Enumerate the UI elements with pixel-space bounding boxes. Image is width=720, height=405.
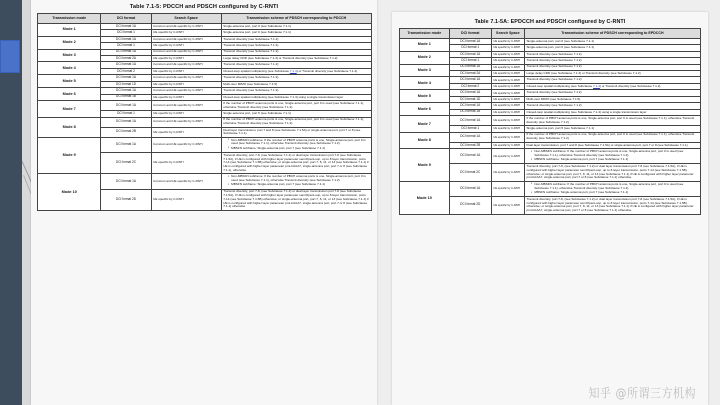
transmission-scheme-cell: Transmit diversity (see Subclause 7.1.2) — [221, 36, 371, 42]
transmission-scheme-cell: Single-antenna port, port 5 (see Subclause 7.1.1) — [524, 126, 700, 132]
transmission-scheme-cell — [524, 149, 700, 164]
dci-format-cell: DCI format 1A — [101, 49, 151, 55]
column-header-0: Transmission mode — [400, 29, 450, 39]
dci-format-cell: DCI format 1A — [449, 103, 491, 109]
dci-format-cell: DCI format 1A — [101, 101, 151, 111]
column-header-3: Transmission scheme of PDSCH corresponding to EPDCCH — [524, 29, 700, 39]
search-space-cell: UE specific by C-RNTI — [491, 181, 524, 196]
scheme-bullet-list — [531, 150, 698, 162]
search-space-cell: UE specific by C-RNTI — [151, 111, 221, 117]
transmission-scheme-cell — [524, 181, 700, 196]
search-space-cell: UE specific by C-RNTI — [151, 30, 221, 36]
dci-format-cell: DCI format 1A — [101, 88, 151, 94]
dci-format-cell: DCI format 2D — [449, 197, 491, 215]
transmission-scheme-cell: Transmit diversity, port 7-8, (see Subclause 7.1.2) or dual layer transmission port 7-8 (see Subclause 7.1.5A), if UE is configured with higher layer parameter semiOpenLoop, up to 8 layer transmission, ports 7-14 (see Subclause 7.1.5B) otherwise; or single-antenna port, port 7, 8, 11, or 13 (see Subclause 7.1.1) if UE is configured with higher layer parameter pmi-bizAA7, single-antenna port, port 7 or 8 (see Subclause 7.1.1) otherwise — [524, 197, 700, 215]
transmission-scheme-cell: Transmit diversity (see Subclause 7.1.2) — [524, 51, 700, 57]
search-space-cell: Common and UE specific by C-RNTI — [151, 36, 221, 42]
transmission-scheme-cell: Closed-loop spatial multiplexing (see Subclause 7.1.4) or Transmit diversity (see Subclause 7.1.2) — [524, 83, 700, 89]
dci-format-cell: DCI format 1B — [449, 109, 491, 115]
table-container-pdcch — [31, 13, 377, 211]
transmission-scheme-cell: Transmit diversity (see Subclause 7.1.2) — [524, 58, 700, 64]
transmission-scheme-cell: Multi-user MIMO (see Subclause 7.1.5) — [221, 81, 371, 87]
transmission-mode-cell: Mode 3 — [38, 49, 101, 62]
scheme-bullet-item: ▪ Non-MBSFN subframe: If the number of PBCH antenna ports is one, Single-antenna port, port 0 is used (see Subclause 7.1.1), otherwise Transmit diversity (see Subclause 7.1.2) — [531, 150, 698, 158]
transmission-mode-cell: Mode 7 — [400, 116, 450, 133]
search-space-cell: UE specific by C-RNTI — [491, 64, 524, 70]
dci-format-cell: DCI format 1 — [101, 111, 151, 117]
table-body — [38, 23, 372, 210]
transmission-mode-cell: Mode 6 — [38, 88, 101, 101]
dci-format-cell: DCI format 1A — [101, 62, 151, 68]
dci-format-cell: DCI format 2B — [449, 142, 491, 148]
transmission-scheme-cell: Single-antenna port, port 0 (see Subclause 7.1.1) — [221, 23, 371, 29]
scheme-bullet-item: ▪ MBSFN subframe: Single-antenna port, port 7 (see Subclause 7.1.1) — [228, 183, 370, 187]
dci-format-cell: DCI format 1A — [449, 132, 491, 142]
transmission-scheme-cell: Transmit diversity (see Subclause 7.1.2) — [221, 43, 371, 49]
search-space-cell: UE specific by C-RNTI — [491, 103, 524, 109]
transmission-scheme-cell: Single-antenna port, port 0 (see Subclause 7.1.1) — [221, 30, 371, 36]
search-space-cell: UE specific by C-RNTI — [151, 56, 221, 62]
transmission-scheme-cell: Transmit diversity, port 7-8, (see Subclause 7.1.2) or dual layer transmission port 7-8 (see Subclause 7.1.5A), if UE is configured with higher layer parameter semiOpenLoop, up to 8 layer transmission, ports 7-14 (see Subclause 7.1.5B) otherwise; or single-antenna port, port 7, 8, 11, or 13 (see Subclause 7.1.1) if UE is configured with higher layer parameter pmi-bizAA7, single-antenna port, port 7 or 8 (see Subclause 7.1.1) otherwise — [221, 189, 371, 210]
dci-format-cell: DCI format 1A — [101, 117, 151, 127]
transmission-mode-cell: Mode 5 — [38, 75, 101, 88]
subclause-link[interactable]: 7.1.4 — [593, 83, 600, 88]
transmission-scheme-cell: Transmit diversity (see Subclause 7.1.2) — [221, 88, 371, 94]
dci-format-cell: DCI format 1A — [449, 181, 491, 196]
transmission-mode-cell: Mode 3 — [400, 64, 450, 77]
dci-format-cell: DCI format 1 — [449, 58, 491, 64]
scheme-bullet-item: ▪ Non-MBSFN subframe: If the number of PBCH antenna ports is one, Single-antenna port, port 0 is used (see Subclause 7.1.1), otherwise Transmit diversity (see Subclause 7.1.2) — [228, 175, 370, 183]
table-row — [38, 117, 372, 127]
transmission-mode-cell: Mode 4 — [400, 77, 450, 90]
transmission-scheme-cell: Dual layer transmission, port 7 and 8 (see Subclause 7.1.5A) or single-antenna port, port 7 or 8 (see Subclause 7.1.1) — [524, 142, 700, 148]
search-space-cell: Common and UE specific by C-RNTI — [151, 101, 221, 111]
transmission-scheme-cell: Single-antenna port, port 5 (see Subclause 7.1.1) — [221, 111, 371, 117]
column-header-3: Transmission scheme of PDSCH corresponding to PDCCH — [221, 14, 371, 24]
search-space-cell: UE specific by C-RNTI — [491, 132, 524, 142]
dci-format-cell: DCI format 1A — [449, 149, 491, 164]
transmission-scheme-cell: Closed-loop spatial multiplexing (see Subclause 7.1.4) or Transmit diversity (see Subclause 7.1.2) — [221, 68, 371, 74]
transmission-scheme-cell — [221, 174, 371, 189]
transmission-scheme-cell: Transmit diversity (see Subclause 7.1.2) — [221, 49, 371, 55]
dci-format-cell: DCI format 2 — [101, 68, 151, 74]
search-space-cell: UE specific by C-RNTI — [151, 153, 221, 174]
search-space-cell: UE specific by C-RNTI — [151, 68, 221, 74]
scheme-bullet-list — [228, 139, 370, 151]
search-space-cell: Common and UE specific by C-RNTI — [151, 174, 221, 189]
transmission-scheme-cell: If the number of PBCH antenna ports is one, Single-antenna port, port 0 is used (see Subclause 7.1.1), otherwise Transmit diversity (see Subclause 7.1.2) — [221, 117, 371, 127]
transmission-mode-cell: Mode 6 — [400, 103, 450, 116]
transmission-scheme-cell: Transmit diversity, port 7-8, (see Subclause 7.1.2) or dual layer transmission port 7-8 (see Subclause 7.1.5A), if UE is configured with higher layer parameter semiOpenLoop, up to 8 layer transmission, ports 7-14 (see Subclause 7.1.5B) otherwise; or single-antenna port, port 7, 8, 11, or 13 (see Subclause 7.1.1) if UE is configured with higher layer parameter pmi-bizAA7, single-antenna port, port 7 or 8 (see Subclause 7.1.1), otherwise — [221, 153, 371, 174]
scheme-bullet-list — [228, 175, 370, 187]
transmission-scheme-cell: Transmit diversity (see Subclause 7.1.2) — [524, 77, 700, 83]
table-row — [400, 116, 701, 126]
search-space-cell: Common and UE specific by C-RNTI — [151, 49, 221, 55]
dci-format-cell: DCI format 1D — [449, 96, 491, 102]
dci-format-cell: DCI format 1A — [449, 38, 491, 44]
document-page-right — [392, 12, 708, 405]
table-row — [400, 181, 701, 196]
watermark: 知乎 @所谓三方机构 — [588, 386, 696, 402]
search-space-cell: UE specific by C-RNTI — [151, 189, 221, 210]
search-space-cell: UE specific by C-RNTI — [491, 126, 524, 132]
pdcch-pdsch-table — [37, 13, 372, 211]
column-header-0: Transmission mode — [38, 14, 101, 24]
table-row — [38, 174, 372, 189]
dci-format-cell: DCI format 1A — [101, 23, 151, 29]
dci-format-cell: DCI format 1A — [101, 174, 151, 189]
dci-format-cell: DCI format 1 — [449, 45, 491, 51]
search-space-cell: UE specific by C-RNTI — [491, 58, 524, 64]
dci-format-cell: DCI format 2C — [449, 164, 491, 182]
search-space-cell: UE specific by C-RNTI — [491, 164, 524, 182]
transmission-scheme-cell: If the number of PBCH antenna ports is one, Single-antenna port, port 0 is used (see Subclause 7.1.1), otherwise Transmit diversity (see Subclause 7.1.2) — [524, 116, 700, 126]
transmission-mode-cell: Mode 9 — [400, 149, 450, 182]
search-space-cell: UE specific by C-RNTI — [491, 96, 524, 102]
transmission-scheme-cell: Large delay CDD (see Subclause 7.1.3) or Transmit diversity (see Subclause 7.1.2) — [221, 56, 371, 62]
scheme-bullet-item: ▪ MBSFN subframe: Single-antenna port, port 7 (see Subclause 7.1.1) — [531, 191, 698, 195]
table-title-epdcch: Table 7.1-5A: EPDCCH and PDSCH configured by C-RNTI — [474, 19, 626, 25]
table-row — [400, 132, 701, 142]
transmission-scheme-cell: Single-antenna port, port 0 (see Subclause 7.1.1) — [524, 45, 700, 51]
search-space-cell: UE specific by C-RNTI — [491, 71, 524, 77]
transmission-scheme-cell: Dual layer transmission, port 7 and 8 (see Subclause 7.1.5A) or single-antenna port, port 7 or 8 (see Subclause 7.1.1) — [221, 127, 371, 137]
blue-accent-block[interactable] — [0, 40, 20, 73]
search-space-cell: UE specific by C-RNTI — [151, 127, 221, 137]
transmission-mode-cell: Mode 1 — [400, 38, 450, 51]
dci-format-cell: DCI format 2C — [101, 153, 151, 174]
column-header-1: DCI format — [101, 14, 151, 24]
transmission-mode-cell: Mode 1 — [38, 23, 101, 36]
transmission-mode-cell: Mode 4 — [38, 62, 101, 75]
table-body — [400, 38, 701, 214]
dci-format-cell: DCI format 2D — [101, 189, 151, 210]
search-space-cell: UE specific by C-RNTI — [151, 81, 221, 87]
dci-format-cell: DCI format 1 — [101, 30, 151, 36]
search-space-cell: UE specific by C-RNTI — [491, 142, 524, 148]
search-space-cell: Common and UE specific by C-RNTI — [151, 23, 221, 29]
search-space-cell: Common and UE specific by C-RNTI — [151, 117, 221, 127]
dci-format-cell: DCI format 1A — [449, 51, 491, 57]
transmission-mode-cell: Mode 8 — [38, 117, 101, 137]
dci-format-cell: DCI format 1A — [449, 77, 491, 83]
search-space-cell: UE specific by C-RNTI — [151, 94, 221, 100]
document-page-left — [31, 0, 377, 405]
transmission-mode-cell: Mode 10 — [400, 181, 450, 214]
transmission-mode-cell: Mode 10 — [38, 174, 101, 211]
table-title-pdcch: Table 7.1-5: PDCCH and PDSCH configured by C-RNTI — [129, 4, 279, 10]
transmission-scheme-cell: Closed-loop spatial multiplexing (see Subclause 7.1.4) using a single transmission layer — [524, 109, 700, 115]
transmission-scheme-cell: Transmit diversity (see Subclause 7.1.2) — [524, 103, 700, 109]
transmission-scheme-cell: Single-antenna port, port 0 (see Subclause 7.1.1) — [524, 38, 700, 44]
search-space-cell: Common and UE specific by C-RNTI — [151, 75, 221, 81]
dci-format-cell: DCI format 2A — [449, 71, 491, 77]
search-space-cell: UE specific by C-RNTI — [491, 197, 524, 215]
transmission-mode-cell: Mode 8 — [400, 132, 450, 149]
dci-format-cell: DCI format 1 — [101, 43, 151, 49]
scheme-bullet-item: ▪ MBSFN subframe: Single-antenna port, port 7 (see Subclause 7.1.1) — [531, 158, 698, 162]
transmission-scheme-cell: Transmit diversity, port 7-8, (see Subclause 7.1.2) or dual layer transmission port 7-8 (see Subclause 7.1.5A), if UE is configured with higher layer parameter semiOpenLoop, up to 8 layer transmission, ports 7-14 (see Subclause 7.1.5B) otherwise; or single-antenna port, port 7, 8, 11, or 13 (see Subclause 7.1.1) if UE is configured with higher layer parameter pmi-bizAA7, single-antenna port, port 7 or 8 (see Subclause 7.1.1) otherwise — [524, 164, 700, 182]
transmission-mode-cell: Mode 9 — [38, 137, 101, 174]
transmission-scheme-cell: Transmit diversity (see Subclause 7.1.2) — [221, 75, 371, 81]
epdcch-pdsch-table — [399, 28, 701, 215]
transmission-mode-cell: Mode 2 — [38, 36, 101, 49]
search-space-cell: UE specific by C-RNTI — [491, 51, 524, 57]
scheme-bullet-list — [531, 183, 698, 195]
transmission-scheme-cell: If the number of PBCH antenna ports is one, Single-antenna port, port 0 is used (see Subclause 7.1.1), otherwise Transmit diversity (see Subclause 7.1.2) — [221, 101, 371, 111]
transmission-scheme-cell: Multi-user MIMO (see Subclause 7.1.5) — [524, 96, 700, 102]
dci-format-cell: DCI format 1 — [449, 126, 491, 132]
scheme-bullet-item: ▪ Non-MBSFN subframe: If the number of PBCH antenna ports is one, Single-antenna port, port 0 is used (see Subclause 7.1.1), otherwise Transmit diversity (see Subclause 7.1.2) — [228, 139, 370, 147]
search-space-cell: UE specific by C-RNTI — [491, 83, 524, 89]
dci-format-cell: DCI format 2 — [449, 83, 491, 89]
transmission-scheme-cell — [221, 137, 371, 152]
column-header-2: Search Space — [151, 14, 221, 24]
table-header-row — [400, 29, 701, 39]
scheme-bullet-item: ▪ MBSFN subframe: Single-antenna port, port 7 (see Subclause 7.1.1) — [228, 147, 370, 151]
table-header-row — [38, 14, 372, 24]
search-space-cell: UE specific by C-RNTI — [491, 109, 524, 115]
dci-format-cell: DCI format 2B — [101, 127, 151, 137]
column-header-2: Search Space — [491, 29, 524, 39]
table-row — [400, 149, 701, 164]
search-space-cell: UE specific by C-RNTI — [491, 38, 524, 44]
dci-format-cell: DCI format 1A — [449, 116, 491, 126]
search-space-cell: UE specific by C-RNTI — [151, 43, 221, 49]
scheme-bullet-item: ▪ Non-MBSFN subframe: If the number of PBCH antenna ports is one, Single-antenna port, port 0 is used (see Subclause 7.1.1), otherwise Transmit diversity (see Subclause 7.1.2) — [531, 183, 698, 191]
search-space-cell: UE specific by C-RNTI — [491, 116, 524, 126]
column-header-1: DCI format — [449, 29, 491, 39]
transmission-mode-cell: Mode 7 — [38, 101, 101, 118]
transmission-scheme-cell: If the number of PBCH antenna ports is one, Single-antenna port, port 0 is used (see Subclause 7.1.1), otherwise Transmit diversity (see Subclause 7.1.2) — [524, 132, 700, 142]
search-space-cell: Common and UE specific by C-RNTI — [151, 62, 221, 68]
transmission-scheme-cell: Large delay CDD (see Subclause 7.1.3) or Transmit diversity (see Subclause 7.1.2) — [524, 71, 700, 77]
subclause-link[interactable]: 7.1.4 — [289, 68, 297, 73]
table-container-epdcch — [392, 28, 708, 215]
dci-format-cell: DCI format 1A — [101, 137, 151, 152]
dci-format-cell: DCI format 1A — [449, 64, 491, 70]
transmission-scheme-cell: Transmit diversity (see Subclause 7.1.2) — [221, 62, 371, 68]
search-space-cell: UE specific by C-RNTI — [491, 149, 524, 164]
table-row — [38, 137, 372, 152]
search-space-cell: Common and UE specific by C-RNTI — [151, 88, 221, 94]
transmission-scheme-cell: Closed-loop spatial multiplexing (see Subclause 7.1.4) using a single transmission layer — [221, 94, 371, 100]
transmission-scheme-cell: Transmit diversity (see Subclause 7.1.2) — [524, 64, 700, 70]
search-space-cell: UE specific by C-RNTI — [491, 77, 524, 83]
search-space-cell: UE specific by C-RNTI — [491, 90, 524, 96]
dci-format-cell: DCI format 1A — [101, 75, 151, 81]
dci-format-cell: DCI format 2A — [101, 56, 151, 62]
table-row — [38, 101, 372, 111]
left-gutter — [22, 0, 31, 405]
search-space-cell: Common and UE specific by C-RNTI — [151, 137, 221, 152]
transmission-mode-cell: Mode 2 — [400, 51, 450, 64]
dci-format-cell: DCI format 1B — [101, 94, 151, 100]
dci-format-cell: DCI format 1A — [101, 36, 151, 42]
transmission-scheme-cell: Transmit diversity (see Subclause 7.1.2) — [524, 90, 700, 96]
transmission-mode-cell: Mode 5 — [400, 90, 450, 103]
dci-format-cell: DCI format 1D — [101, 81, 151, 87]
search-space-cell: UE specific by C-RNTI — [491, 45, 524, 51]
dci-format-cell: DCI format 1A — [449, 90, 491, 96]
